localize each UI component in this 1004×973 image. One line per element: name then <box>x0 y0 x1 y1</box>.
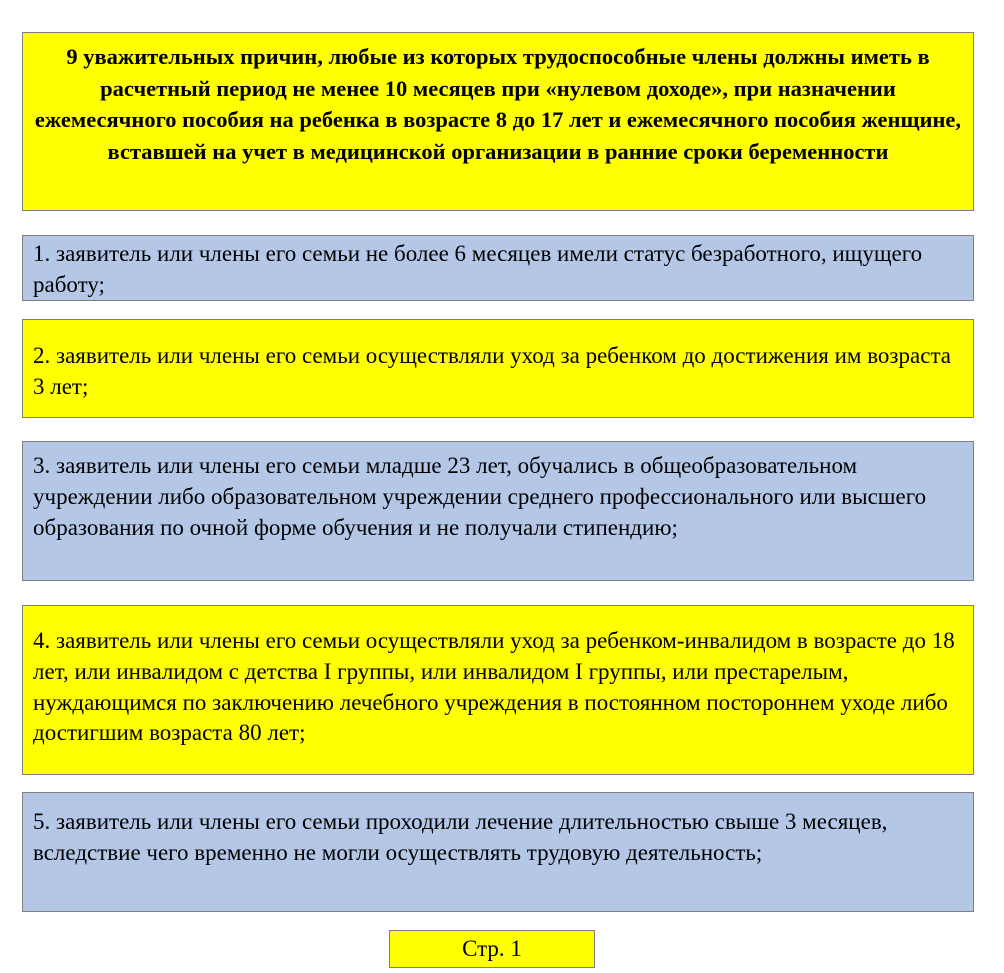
reason-text-5: 5. заявитель или члены его семьи проходили лечение длительностью свыше 3 месяцев, вследствие чего временно не могли осуществлять трудовую деятельность; <box>33 809 888 865</box>
reason-item-2 <box>22 319 974 418</box>
reason-text-4: 4. заявитель или члены его семьи осуществляли уход за ребенком-инвалидом в возрасте до 18 лет, или инвалидом с детства I группы, или инвалидом I группы, или престарелым, нуждающимся по заключению лечебного учреждения в постоянном постороннем уходе либо достигшим возраста 80 лет; <box>33 628 955 746</box>
reason-item-4 <box>22 605 974 775</box>
reason-item-5 <box>22 792 974 912</box>
reason-text-2: 2. заявитель или члены его семьи осуществляли уход за ребенком до достижения им возраста 3 лет; <box>33 343 951 399</box>
page-number-label: Стр. 1 <box>462 936 522 961</box>
title-box <box>22 32 974 211</box>
reason-item-1 <box>22 235 974 301</box>
reason-text-1: 1. заявитель или члены его семьи не более 6 месяцев имели статус безработного, ищущего работу; <box>33 241 923 297</box>
reason-item-3 <box>22 441 974 581</box>
title-text: 9 уважительных причин, любые из которых трудоспособные члены должны иметь в расчетный период не менее 10 месяцев при «нулевом доходе», при назначении ежемесячного пособия на ребенка в возрасте 8 до 17 лет и ежемесячного пособия женщине, вставшей на учет в медицинской организации в ранние сроки беременности <box>34 44 962 164</box>
page-number-badge[interactable] <box>389 930 595 968</box>
reason-text-3: 3. заявитель или члены его семьи младше 23 лет, обучались в общеобразовательном учреждении либо образовательном учреждении среднего профессионального или высшего образования по очной форме обучения и не получали стипендию; <box>33 453 927 540</box>
